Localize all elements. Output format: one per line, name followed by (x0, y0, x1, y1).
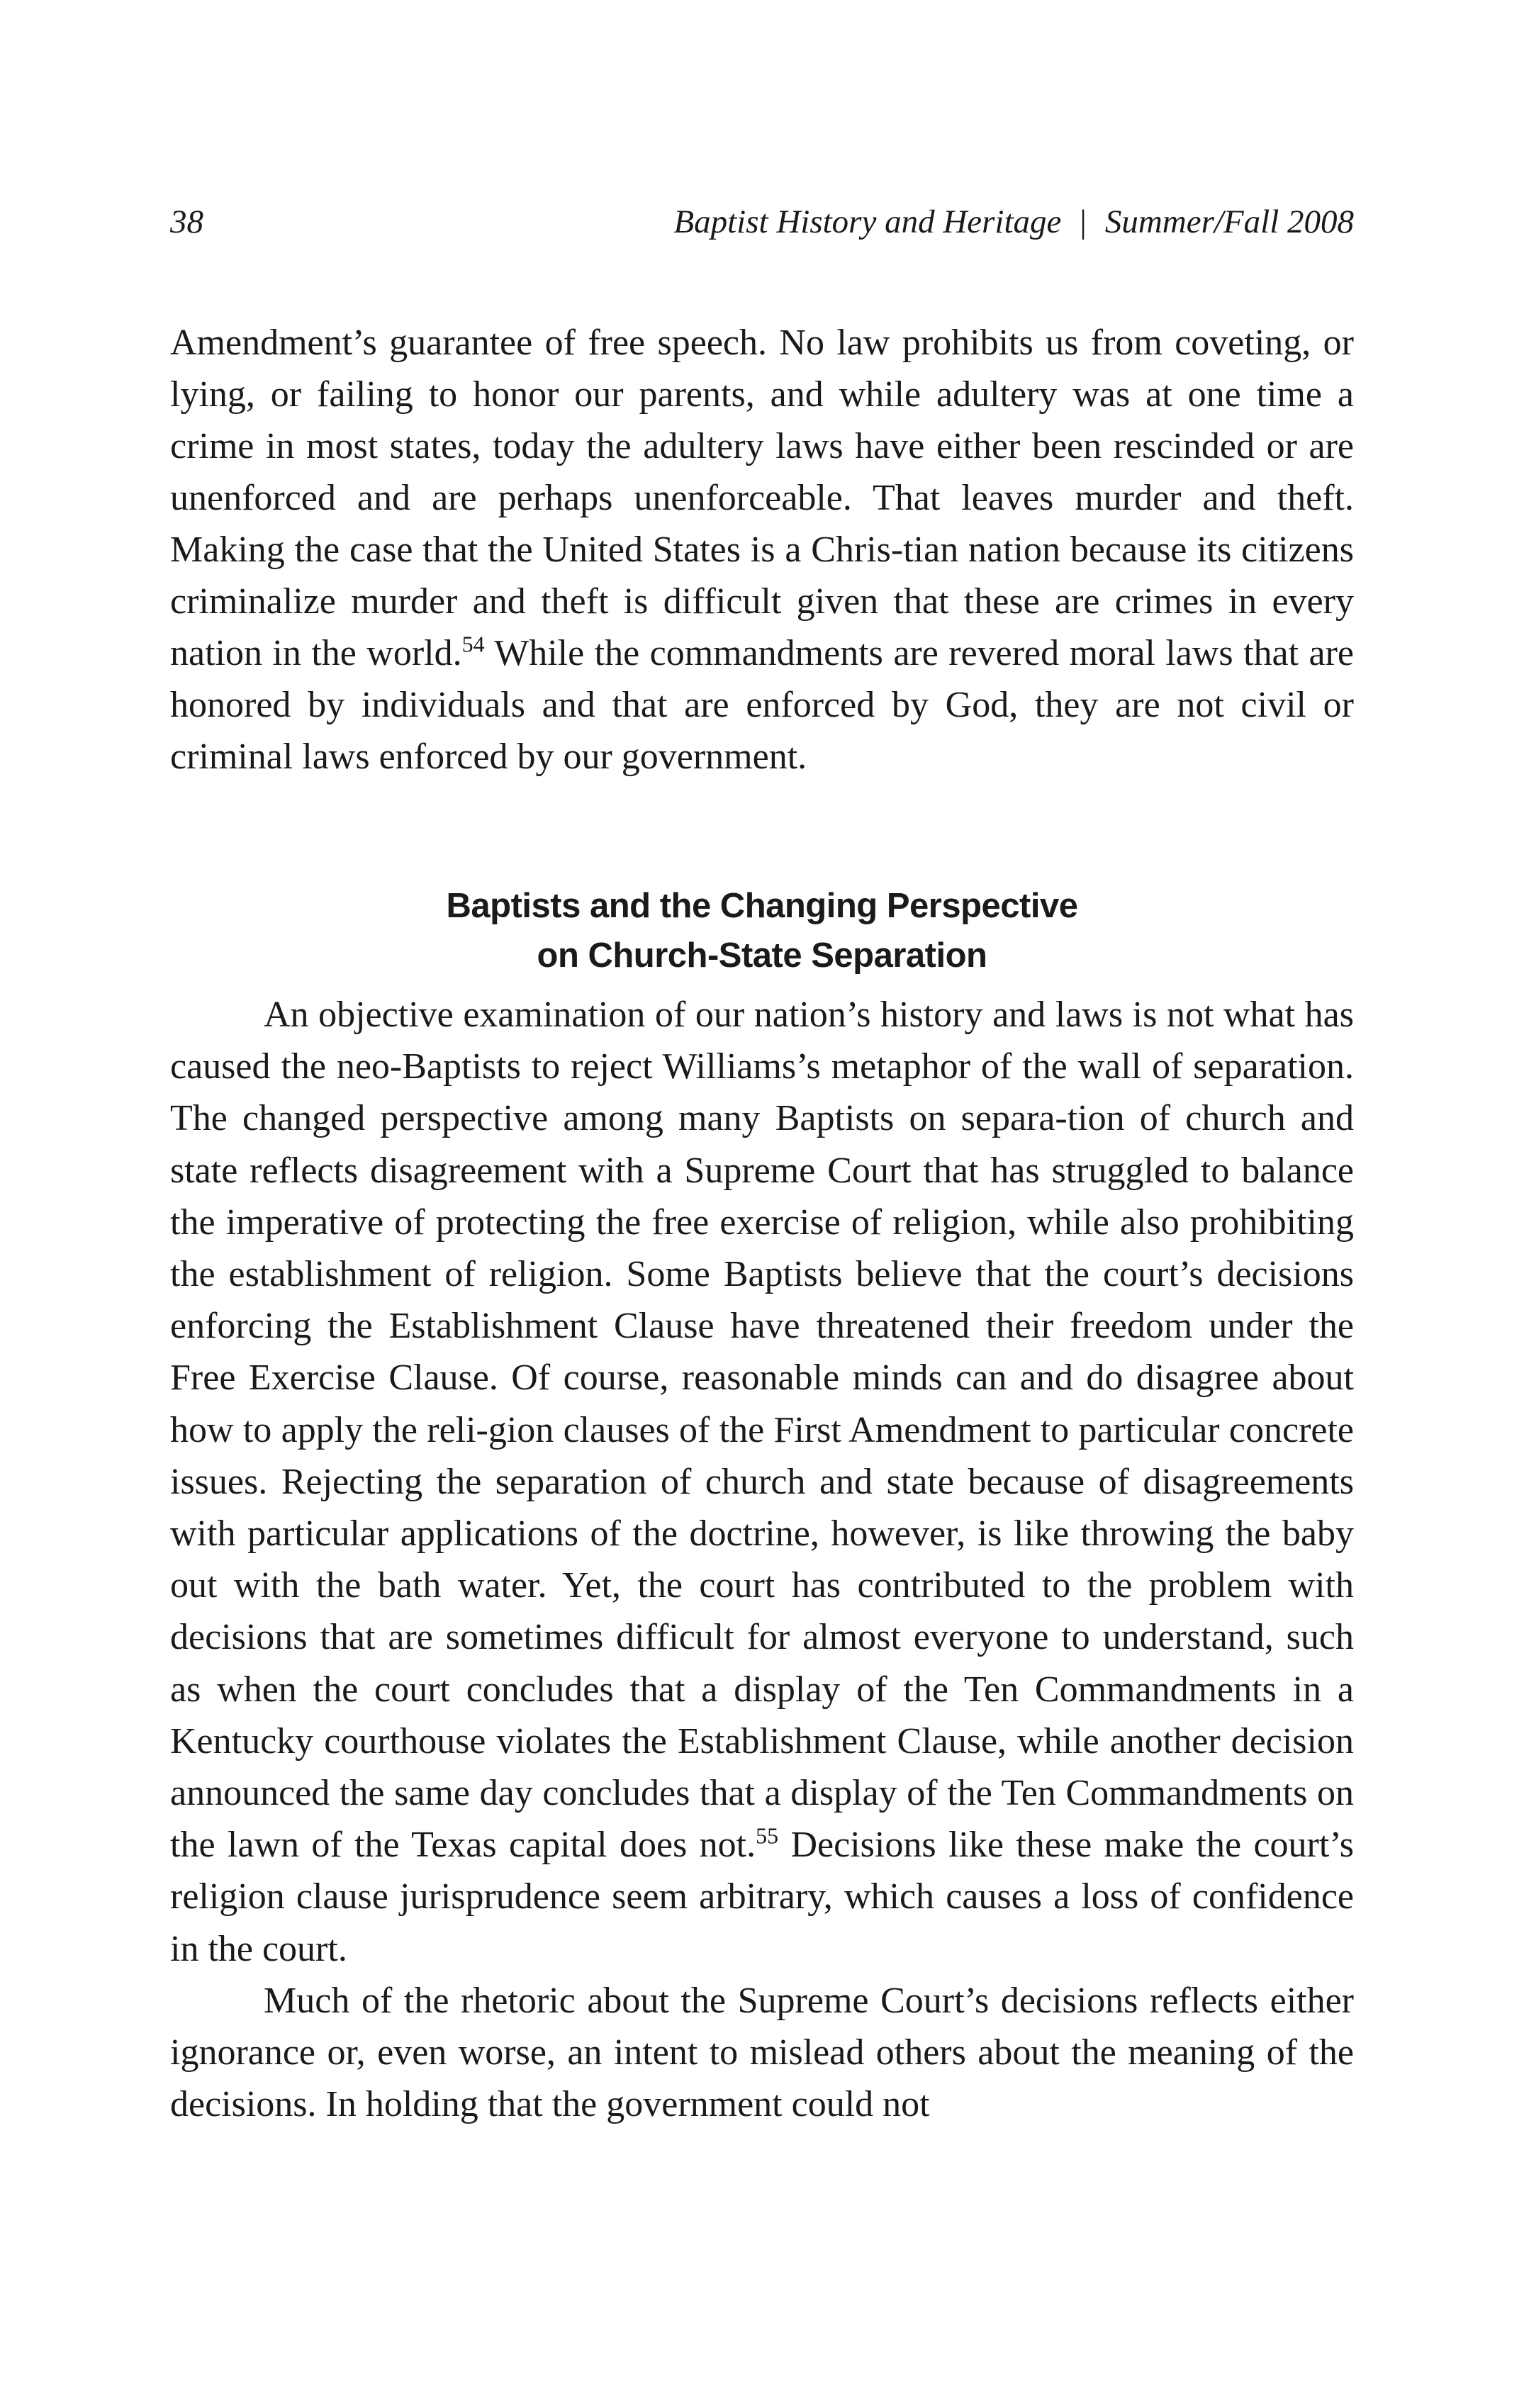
paragraph-text: Amendment’s guarantee of free speech. No law prohibits us from coveting, or lying, or failing to honor our parents, and while adultery was at one time a crime in most states, today the adultery laws have either been rescinded or are unenforced and are perhaps unenforceable. That leaves murder and theft. Making the case that the United States is a Chris-tian nation because its citizens criminalize murder and theft is difficult given that these are crimes in every nation in the world. (170, 323, 1354, 673)
section-heading-line: Baptists and the Changing Perspective (446, 887, 1078, 925)
paragraph: Much of the rhetoric about the Supreme Court’s decisions reflects either ignorance or, even worse, an intent to mislead others about the meaning of the decisions. In holding that the government could not (170, 1980, 1354, 2125)
running-header (170, 197, 1354, 247)
paragraph (170, 317, 1354, 783)
journal-title: Baptist History and Heritage (673, 203, 1062, 240)
section-heading (170, 881, 1354, 980)
paragraph (170, 989, 1354, 1975)
body-text-section (170, 989, 1354, 2130)
paragraph-text: An objective examination of our nation’s history and laws is not what has caused the neo-Baptists to reject Williams’s metaphor of the wall of separation. The changed perspective among many Baptists on separa-tion of church and state reflects disagreement with a Supreme Court that has struggled to balance the imperative of protecting the free exercise of religion, while also prohibiting the establishment of religion. Some Baptists believe that the court’s decisions enforcing the Establishment Clause have threatened their freedom under the Free Exercise Clause. Of course, reasonable minds can and do disagree about how to apply the reli-gion clauses of the First Amendment to particular concrete issues. Rejecting the separation of church and state because of disagreements with particular applications of the doctrine, however, is like throwing the baby out with the bath water. Yet, the court has contributed to the problem with decisions that are sometimes difficult for almost everyone to understand, such as when the court concludes that a display of the Ten Commandments in a Kentucky courthouse violates the Establishment Clause, while another decision announced the same day concludes that a display of the Ten Commandments on the lawn of the Texas capital does not. (170, 995, 1354, 1866)
section-heading-line: on Church-State Separation (537, 936, 987, 975)
footnote-marker: 55 (756, 1822, 779, 1849)
header-separator: | (1080, 203, 1087, 240)
footnote-marker: 54 (461, 631, 485, 657)
journal-header (673, 197, 1354, 247)
paragraph-text: While the commandments are revered moral laws that are honored by individuals and that are enforced by God, they are not civil or criminal laws enforced by our government. (170, 633, 1354, 777)
paragraph-text: Decisions like these make the court’s religion clause jurisprudence seem arbitrary, which causes a loss of confidence in the court. (170, 1825, 1354, 1969)
issue-label: Summer/Fall 2008 (1104, 203, 1354, 240)
page-number: 38 (170, 203, 203, 240)
body-text-top (170, 317, 1354, 783)
